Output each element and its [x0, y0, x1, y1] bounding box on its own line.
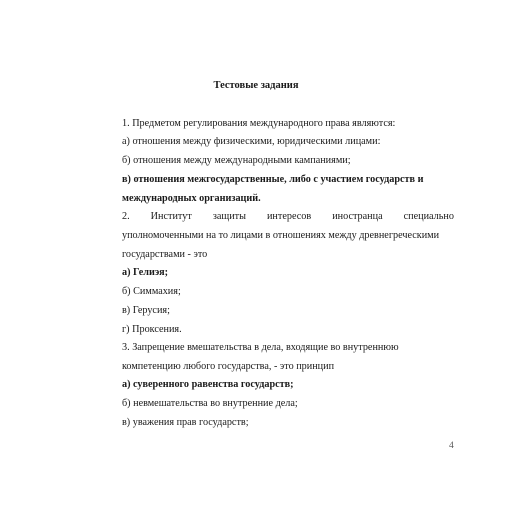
- question-2-word: иностранца: [332, 211, 383, 222]
- question-2-option-b: б) Симмахия;: [122, 286, 181, 297]
- question-2-line-2: уполномоченными на то лицами в отношениях между древнегреческими: [122, 230, 440, 241]
- question-1-option-a: а) отношения между физическими, юридическими лицами:: [122, 136, 381, 147]
- document-title: Тестовые задания: [213, 80, 299, 91]
- page-number: 4: [449, 441, 454, 451]
- question-2-word: защиты: [212, 211, 246, 222]
- question-2-word: специально: [403, 211, 454, 222]
- question-3-line-1: 3. Запрещение вмешательства в дела, входящие во внутреннюю: [122, 342, 399, 353]
- question-2-line-3: государствами - это: [122, 249, 208, 260]
- question-2-option-a: а) Гелиэя;: [122, 267, 169, 278]
- question-2-word: интересов: [266, 211, 312, 222]
- question-2-word: 2.: [122, 211, 130, 222]
- question-3-line-2: компетенцию любого государства, - это принцип: [122, 361, 335, 372]
- question-2-word: Институт: [150, 211, 192, 222]
- question-2-option-c: в) Герусия;: [122, 305, 170, 316]
- question-2-line-1: [122, 211, 454, 223]
- question-2-option-d: г) Проксения.: [122, 324, 182, 335]
- question-1-option-c-line-1: в) отношения межгосударственные, либо с участием государств и: [122, 174, 424, 185]
- question-3-option-b: б) невмешательства во внутренние дела;: [122, 398, 298, 409]
- question-1-option-b: б) отношения между международными кампаниями;: [122, 155, 351, 166]
- question-3-option-a: а) суверенного равенства государств;: [122, 379, 294, 390]
- question-3-option-c: в) уважения прав государств;: [122, 417, 249, 428]
- question-1-option-c-line-2: международных организаций.: [122, 193, 261, 204]
- question-1-text: 1. Предметом регулирования международного права являются:: [122, 118, 396, 129]
